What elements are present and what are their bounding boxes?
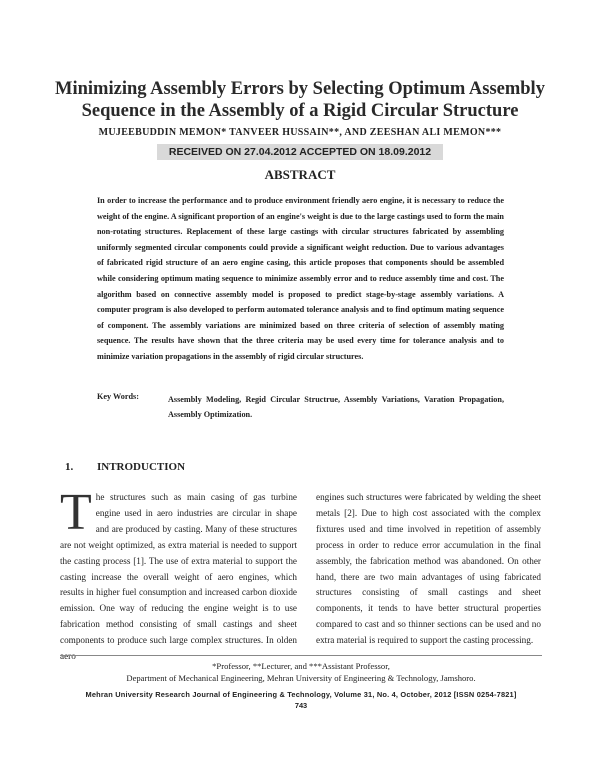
received-date-banner: RECEIVED ON 27.04.2012 ACCEPTED ON 18.09.2012 xyxy=(157,144,443,160)
drop-cap: T xyxy=(60,484,92,541)
footnote-divider xyxy=(60,655,542,656)
footnote-affiliation-department: Department of Mechanical Engineering, Mehran University of Engineering & Technology, Jamshoro. xyxy=(126,673,476,683)
keywords-text: Assembly Modeling, Regid Circular Structrue, Assembly Variations, Varation Propagation, Assembly Optimization. xyxy=(168,395,504,420)
body-text-right: engines such structures were fabricated by welding the sheet metals [2]. Due to high cost associated with the complex fixtures used and time involved in repetition of assembly process in order to reduce error accumulation in the final assembly, the fabrication method was abandoned. On other hand, there are two main advantages of using fabricated structures consisting of small castings and sheet components, it tends to have better structural properties compared to cast and so thinner sections can be used and no extra material is required to support the casting processing. xyxy=(316,492,541,646)
section-number: 1. xyxy=(65,461,74,473)
abstract-heading: ABSTRACT xyxy=(264,167,336,182)
body-column-right xyxy=(316,490,541,649)
keywords-label: Key Words: xyxy=(97,392,139,401)
footnote-affiliation-roles: *Professor, **Lecturer, and ***Assistant Professor, xyxy=(212,661,390,671)
author-list: MUJEEBUDDIN MEMON* TANVEER HUSSAIN**, AND ZEESHAN ALI MEMON*** xyxy=(98,127,502,138)
journal-citation: Mehran University Research Journal of Engineering & Technology, Volume 31, No. 4, October, 2012 [ISSN 0254-7821] xyxy=(85,690,517,699)
body-column-left xyxy=(60,484,297,665)
page-number: 743 xyxy=(294,701,308,710)
section-title: INTRODUCTION xyxy=(97,461,186,473)
body-text-left: he structures such as main casing of gas turbine engine used in aero industries are circular in shape and are produced by casting. Many of these structures are not weight optimized, as extra material is needed to support the casting process [1]. The use of extra material to support the casting increase the overall weight of aero engines, which results in higher fuel consumption and increased carbon dioxide emission. One way of reducing the engine weight is to use fabrication method consisting of small castings and sheet components to produce such large complex structures. In olden aero xyxy=(60,492,297,662)
abstract-text: In order to increase the performance and to produce environment friendly aero engine, it is necessary to reduce the weight of the engine. A significant proportion of an engine's weight is due to the large castings used to form the main non-rotating structures. Replacement of these large castings with circular structures fabricated by assembling uniformly segmented circular components could provide a significant weight reduction. Due to various advantages of fabricated rigid structure of an aero engine casing, this article proposes that components should be assembled while considering optimum mating sequence to minimize assembly error and to reduce assembly time and cost. The algorithm based on connective assembly model is proposed to predict stage-by-stage assembly variations. A computer program is also developed to perform automated tolerance analysis and to find optimum mating sequence of component. The assembly variations are minimized based on three criteria of selection of assembly mating sequence. The results have shown that the three criteria may be used every time for tolerance analysis and to minimize variation propagations in the assembly of rigid circular structures. xyxy=(97,196,504,361)
paper-title: Minimizing Assembly Errors by Selecting Optimum Assembly Sequence in the Assembly of a Rigid Circular Structure xyxy=(55,79,545,121)
